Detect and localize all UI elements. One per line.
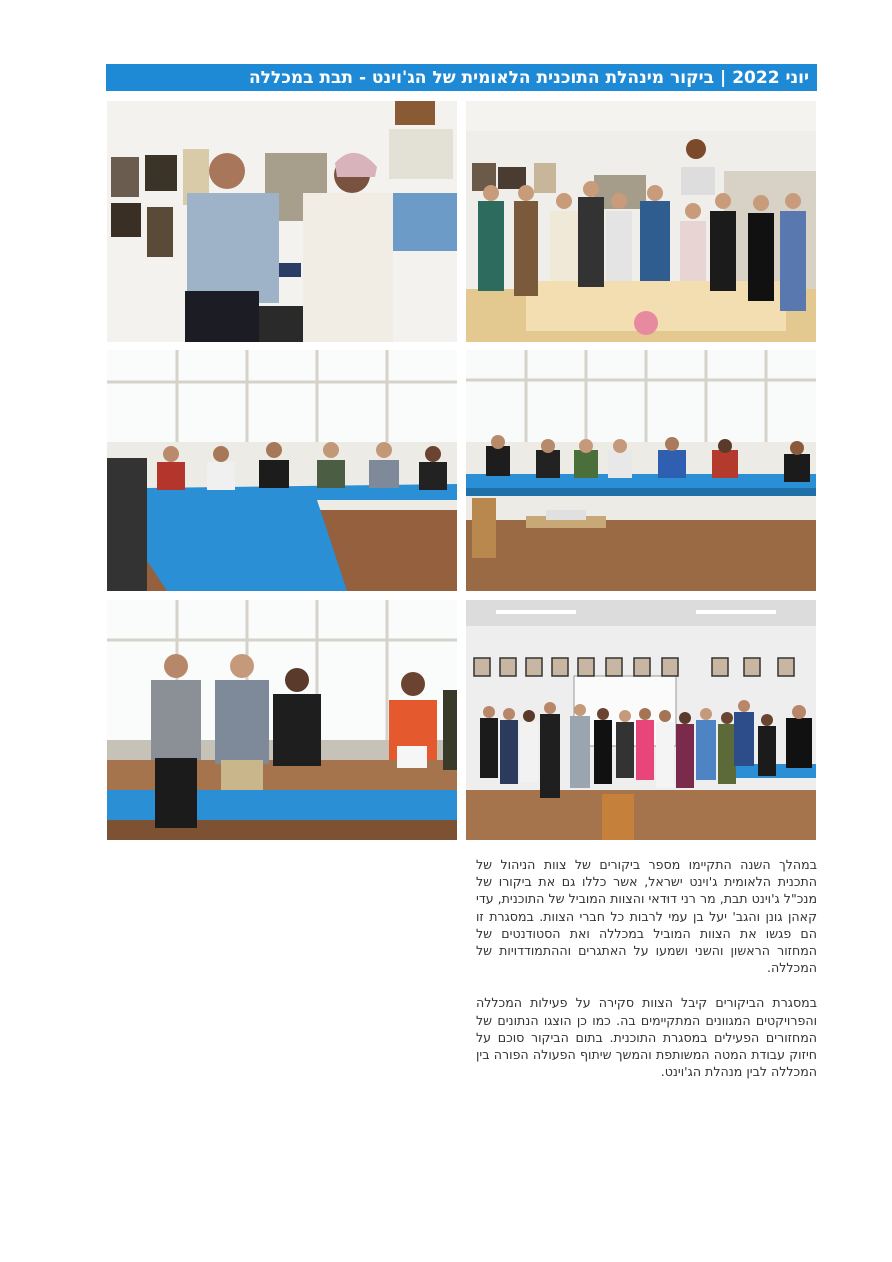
photo-group-conference-table (466, 101, 816, 342)
photo-classroom-meeting-left (107, 350, 457, 591)
article-paragraph-1: במהלך השנה התקיימו מספר ביקורים של צוות הניהול של התכנית הלאומית ג'וינט ישראל, אשר כללו גם את ביקורו של מנכ"ל ג'וינט תבת, מר רני דוּדאי והצוות המוביל של התוכנית, עדי קאהן גונן והגב' יעל בן עמי לרבות כל חברי הצוות. במסגרת זו הם פגשו את הצוות המוביל במכללה ואת הסטודנטים של המחזור הראשון והשני ושמעו על האתגרים וההתמודדויות של המכללה. (476, 857, 817, 976)
photo-classroom-meeting-right (466, 350, 816, 591)
title-date: יוני 2022 (732, 67, 809, 88)
article-paragraph-2: במסגרת הביקורים קיבל הצוות סקירה על פעילות המכללה והפרויקטים המגוונים המתקיימים בה. כמו כן הוצגו הנתונים של המחזורים הפעילים במסגרת התוכנית. בתום הביקור סוכם על חיזוק עבודת המטה המשותפת והמשך שיתוף הפעולה הפורה בין המכללה לבין מנהלת הג'וינט. (476, 995, 817, 1080)
page-title: ביקור מינהלת התוכנית הלאומית של הג'וינט - תבת במכללה (248, 67, 714, 88)
title-separator: | (719, 67, 727, 88)
photo-award-handshake (107, 101, 457, 342)
photo-award-presentation (107, 600, 457, 840)
page-title-bar (106, 64, 817, 91)
article-body (476, 856, 817, 1098)
photo-group-standing (466, 600, 816, 840)
